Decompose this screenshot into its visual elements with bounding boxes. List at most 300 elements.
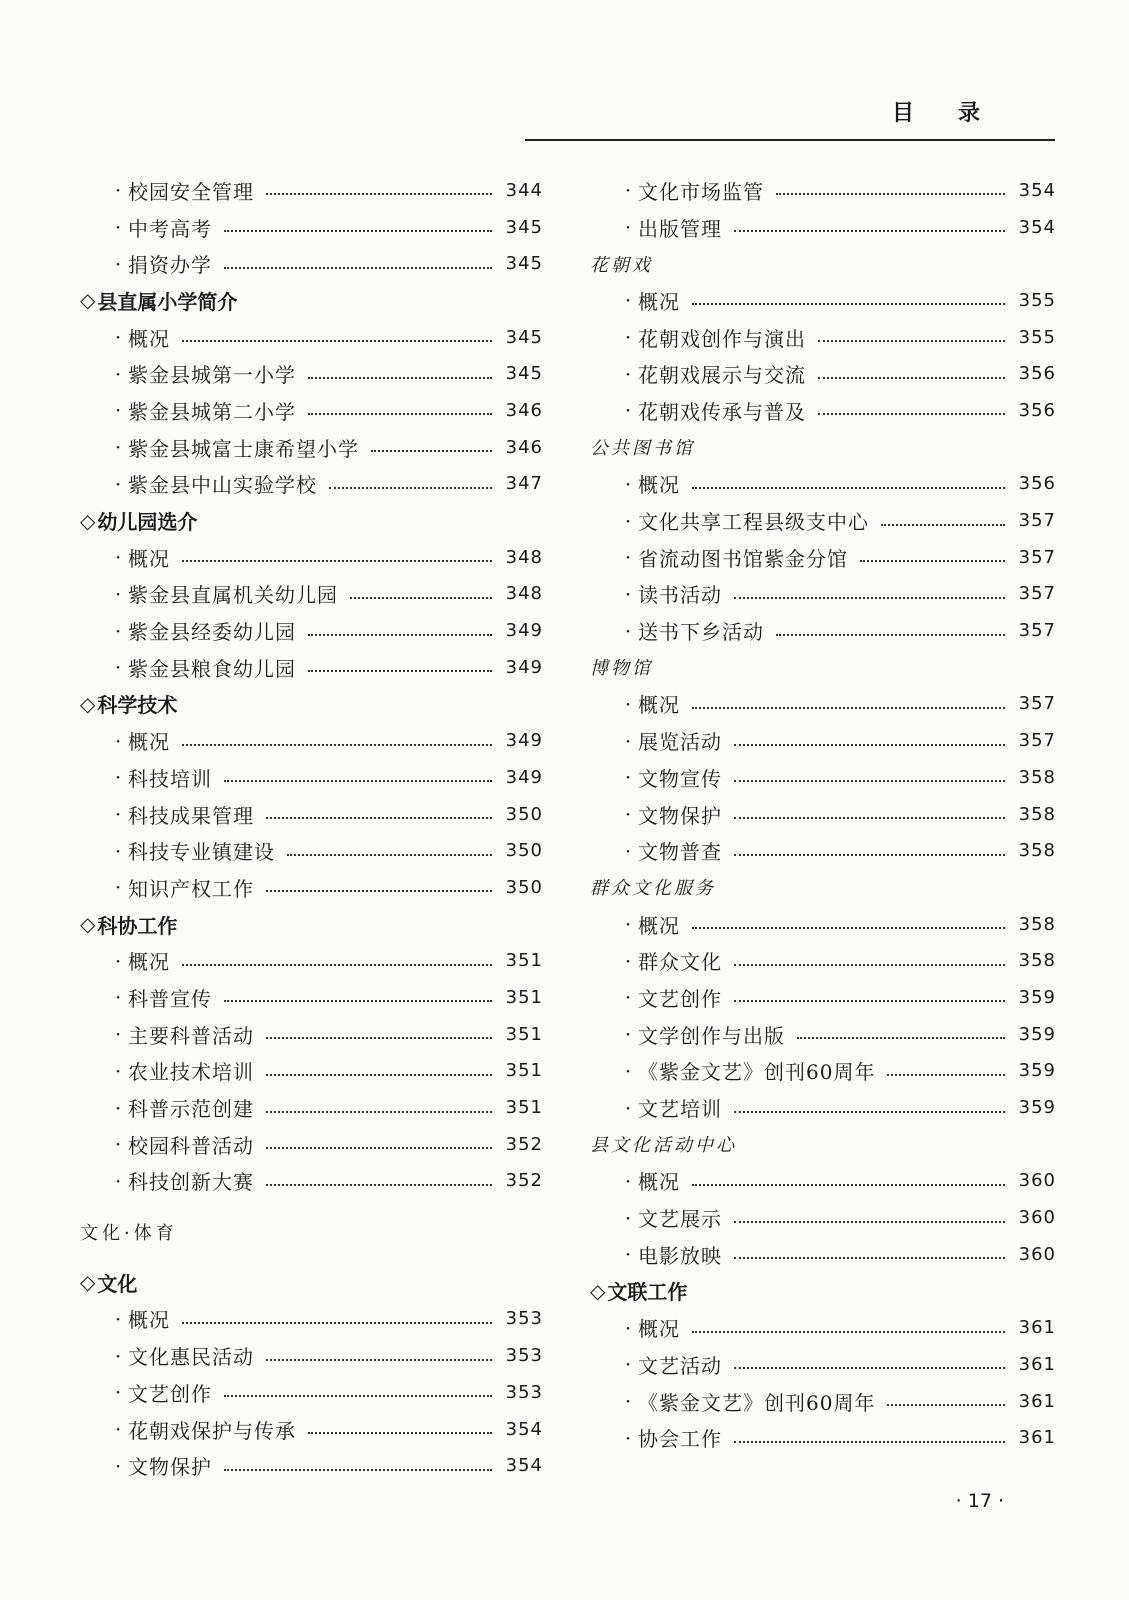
leader-dots — [692, 1184, 1005, 1186]
leader-dots — [266, 1184, 492, 1186]
leader-dots — [692, 487, 1005, 489]
bullet-icon: · — [624, 545, 632, 570]
toc-entry[interactable] — [80, 1337, 543, 1374]
toc-entry-label: 知识产权工作 — [128, 876, 254, 901]
bullet-icon: · — [114, 361, 122, 386]
toc-entry[interactable] — [590, 466, 1056, 503]
bullet-icon: · — [114, 618, 122, 643]
toc-entry-page: 351 — [505, 950, 543, 972]
leader-dots — [881, 524, 1005, 526]
leader-dots — [734, 854, 1005, 856]
toc-entry[interactable] — [80, 1411, 543, 1448]
leader-dots — [266, 890, 492, 892]
toc-entry[interactable] — [80, 979, 543, 1016]
toc-entry-label: 文物保护 — [638, 803, 722, 828]
bullet-icon: · — [114, 1417, 122, 1442]
bullet-icon: · — [624, 288, 632, 313]
toc-entry-label: 群众文化 — [638, 950, 722, 975]
toc-entry-label: 科普宣传 — [128, 986, 212, 1011]
bullet-icon: · — [624, 325, 632, 350]
toc-part-label: 文化·体育 — [80, 1222, 178, 1244]
leader-dots — [224, 230, 492, 232]
leader-dots — [692, 707, 1005, 709]
bullet-icon: · — [114, 1380, 122, 1405]
leader-dots — [350, 597, 492, 599]
toc-entry[interactable] — [590, 1346, 1056, 1383]
toc-entry-page: 349 — [505, 730, 543, 752]
toc-section-label: 县直属小学简介 — [97, 289, 238, 314]
leader-dots — [734, 1221, 1005, 1223]
leader-dots — [692, 1331, 1005, 1333]
leader-dots — [860, 560, 1005, 562]
toc-entry-label: 《紫金文艺》创刊60周年 — [638, 1390, 876, 1415]
bullet-icon: · — [624, 471, 632, 496]
bullet-icon: · — [624, 1242, 632, 1267]
leader-dots — [182, 1322, 492, 1324]
toc-entry-page: 358 — [1018, 913, 1056, 935]
bullet-icon: · — [624, 912, 632, 937]
toc-entry-page: 352 — [505, 1170, 543, 1192]
toc-subsection-heading — [590, 649, 1056, 686]
bullet-icon: · — [624, 1425, 632, 1450]
toc-entry-page: 352 — [505, 1133, 543, 1155]
leader-dots — [224, 1395, 492, 1397]
toc-entry-label: 科技创新大赛 — [128, 1170, 254, 1195]
toc-entry-page: 359 — [1018, 1060, 1056, 1082]
toc-entry[interactable] — [590, 832, 1056, 869]
toc-entry-label: 农业技术培训 — [128, 1060, 254, 1085]
leader-dots — [734, 597, 1005, 599]
bullet-icon: · — [114, 1306, 122, 1331]
toc-entry-page: 357 — [1018, 510, 1056, 532]
leader-dots — [887, 1404, 1004, 1406]
toc-subsection-label: 公共图书馆 — [590, 438, 695, 460]
leader-dots — [308, 634, 492, 636]
bullet-icon: · — [624, 361, 632, 386]
diamond-icon: ◇ — [80, 691, 96, 716]
toc-entry-page: 345 — [505, 363, 543, 385]
toc-entry-label: 送书下乡活动 — [638, 620, 764, 645]
toc-entry[interactable] — [80, 942, 543, 979]
toc-entry-page: 349 — [505, 620, 543, 642]
toc-entry-page: 349 — [505, 766, 543, 788]
toc-entry-page: 353 — [505, 1308, 543, 1330]
bullet-icon: · — [624, 581, 632, 606]
toc-entry-page: 358 — [1018, 766, 1056, 788]
toc-entry-page: 356 — [1018, 363, 1056, 385]
toc-entry[interactable] — [80, 612, 543, 649]
bullet-icon: · — [114, 655, 122, 680]
diamond-icon: ◇ — [80, 508, 96, 533]
toc-entry[interactable] — [590, 906, 1056, 943]
bullet-icon: · — [624, 838, 632, 863]
bullet-icon: · — [624, 1022, 632, 1047]
bullet-icon: · — [624, 691, 632, 716]
toc-entry-label: 协会工作 — [638, 1427, 722, 1452]
toc-entry[interactable] — [80, 319, 543, 356]
leader-dots — [266, 1111, 492, 1113]
toc-entry-page: 360 — [1018, 1170, 1056, 1192]
bullet-icon: · — [624, 728, 632, 753]
toc-entry[interactable] — [590, 686, 1056, 723]
bullet-icon: · — [114, 1168, 122, 1193]
toc-entry[interactable] — [590, 576, 1056, 613]
toc-entry-page: 361 — [1018, 1353, 1056, 1375]
bullet-icon: · — [624, 1058, 632, 1083]
bullet-icon: · — [114, 545, 122, 570]
leader-dots — [734, 230, 1005, 232]
toc-entry-label: 概况 — [128, 326, 170, 351]
toc-entry-page: 358 — [1018, 840, 1056, 862]
leader-dots — [734, 1367, 1005, 1369]
toc-entry[interactable] — [80, 759, 543, 796]
toc-entry-label: 文物保护 — [128, 1455, 212, 1480]
toc-entry-page: 354 — [505, 1418, 543, 1440]
toc-section-label: 科协工作 — [97, 913, 178, 938]
toc-entry-page: 354 — [505, 1455, 543, 1477]
leader-dots — [734, 964, 1005, 966]
toc-entry[interactable] — [590, 209, 1056, 246]
leader-dots — [266, 1147, 492, 1149]
toc-entry-page: 350 — [505, 803, 543, 825]
toc-entry-page: 351 — [505, 1060, 543, 1082]
toc-entry-page: 358 — [1018, 803, 1056, 825]
toc-entry-page: 351 — [505, 986, 543, 1008]
leader-dots — [287, 854, 492, 856]
toc-entry-label: 科技培训 — [128, 766, 212, 791]
leader-dots — [182, 340, 492, 342]
leader-dots — [734, 1111, 1005, 1113]
toc-entry-label: 概况 — [638, 289, 680, 314]
toc-section-heading — [590, 1273, 1056, 1310]
toc-entry[interactable] — [80, 172, 543, 209]
leader-dots — [308, 377, 492, 379]
page-number: · 17 · — [955, 1490, 1004, 1512]
toc-entry-label: 花朝戏传承与普及 — [638, 399, 806, 424]
toc-entry-page: 353 — [505, 1381, 543, 1403]
toc-entry-page: 355 — [1018, 326, 1056, 348]
bullet-icon: · — [624, 618, 632, 643]
toc-entry[interactable] — [590, 942, 1056, 979]
toc-entry-page: 350 — [505, 876, 543, 898]
toc-entry[interactable] — [590, 392, 1056, 429]
toc-subsection-label: 县文化活动中心 — [590, 1135, 737, 1157]
bullet-icon: · — [114, 325, 122, 350]
bullet-icon: · — [114, 985, 122, 1010]
toc-entry-page: 357 — [1018, 546, 1056, 568]
toc-entry-label: 文艺展示 — [638, 1207, 722, 1232]
toc-entry[interactable] — [590, 502, 1056, 539]
bullet-icon: · — [624, 1352, 632, 1377]
toc-entry[interactable] — [590, 282, 1056, 319]
toc-entry[interactable] — [590, 539, 1056, 576]
toc-section-label: 文联工作 — [607, 1280, 688, 1305]
leader-dots — [692, 927, 1005, 929]
toc-entry-page: 355 — [1018, 289, 1056, 311]
toc-subsection-label: 博物馆 — [590, 658, 653, 680]
toc-entry-page: 356 — [1018, 399, 1056, 421]
toc-entry[interactable] — [80, 796, 543, 833]
toc-entry-page: 354 — [1018, 216, 1056, 238]
toc-entry[interactable] — [590, 1236, 1056, 1273]
toc-entry[interactable] — [80, 209, 543, 246]
toc-entry[interactable] — [80, 245, 543, 282]
toc-entry-page: 360 — [1018, 1207, 1056, 1229]
toc-entry[interactable] — [590, 1419, 1056, 1456]
toc-entry-label: 出版管理 — [638, 216, 722, 241]
bullet-icon: · — [114, 802, 122, 827]
leader-dots — [887, 1074, 1004, 1076]
leader-dots — [818, 413, 1005, 415]
bullet-icon: · — [624, 802, 632, 827]
toc-right-column — [590, 172, 1056, 1456]
toc-entry[interactable] — [590, 1016, 1056, 1053]
toc-entry-label: 紫金县直属机关幼儿园 — [128, 583, 338, 608]
leader-dots — [734, 817, 1005, 819]
bullet-icon: · — [624, 1168, 632, 1193]
leader-dots — [224, 1000, 492, 1002]
toc-section-heading — [80, 1264, 543, 1301]
toc-entry[interactable] — [80, 1301, 543, 1338]
bullet-icon: · — [114, 838, 122, 863]
toc-entry[interactable] — [80, 722, 543, 759]
toc-entry[interactable] — [80, 429, 543, 466]
toc-entry-label: 省流动图书馆紫金分馆 — [638, 546, 848, 571]
toc-entry-page: 349 — [505, 656, 543, 678]
leader-dots — [734, 780, 1005, 782]
toc-entry-label: 科普示范创建 — [128, 1097, 254, 1122]
toc-entry-page: 361 — [1018, 1390, 1056, 1412]
bullet-icon: · — [114, 948, 122, 973]
leader-dots — [734, 1000, 1005, 1002]
toc-entry-page: 357 — [1018, 583, 1056, 605]
bullet-icon: · — [624, 1095, 632, 1120]
leader-dots — [776, 634, 1005, 636]
bullet-icon: · — [624, 985, 632, 1010]
toc-entry[interactable] — [80, 649, 543, 686]
toc-entry[interactable] — [80, 1447, 543, 1484]
bullet-icon: · — [114, 1132, 122, 1157]
leader-dots — [182, 560, 492, 562]
toc-entry-page: 357 — [1018, 730, 1056, 752]
bullet-icon: · — [624, 1205, 632, 1230]
toc-entry-label: 概况 — [128, 546, 170, 571]
toc-entry-page: 345 — [505, 253, 543, 275]
leader-dots — [308, 413, 492, 415]
toc-part-heading — [80, 1213, 543, 1250]
toc-entry-page: 356 — [1018, 473, 1056, 495]
toc-entry-label: 《紫金文艺》创刊60周年 — [638, 1060, 876, 1085]
bullet-icon: · — [624, 508, 632, 533]
toc-subsection-heading — [590, 1126, 1056, 1163]
toc-entry-page: 350 — [505, 840, 543, 862]
toc-entry-page: 359 — [1018, 1097, 1056, 1119]
leader-dots — [266, 1074, 492, 1076]
toc-entry-page: 348 — [505, 583, 543, 605]
toc-entry[interactable] — [80, 1374, 543, 1411]
toc-entry[interactable] — [590, 979, 1056, 1016]
leader-dots — [776, 193, 1005, 195]
diamond-icon: ◇ — [80, 288, 96, 313]
toc-entry-label: 概况 — [128, 1308, 170, 1333]
toc-entry[interactable] — [590, 1199, 1056, 1236]
leader-dots — [734, 1441, 1005, 1443]
toc-entry[interactable] — [80, 832, 543, 869]
toc-entry[interactable] — [590, 319, 1056, 356]
toc-entry-label: 科技专业镇建设 — [128, 840, 275, 865]
toc-left-column — [80, 172, 543, 1484]
toc-entry[interactable] — [80, 539, 543, 576]
page-header-title: 目录 — [891, 101, 1024, 126]
toc-entry-page: 354 — [1018, 179, 1056, 201]
toc-entry-page: 345 — [505, 326, 543, 348]
toc-subsection-heading — [590, 869, 1056, 906]
toc-entry-label: 概况 — [638, 913, 680, 938]
toc-entry[interactable] — [80, 392, 543, 429]
toc-section-label: 幼儿园选介 — [97, 510, 198, 535]
toc-entry[interactable] — [590, 355, 1056, 392]
toc-entry[interactable] — [590, 1089, 1056, 1126]
toc-entry[interactable] — [80, 1163, 543, 1200]
bullet-icon: · — [114, 1058, 122, 1083]
toc-entry-label: 文物宣传 — [638, 766, 722, 791]
leader-dots — [182, 744, 492, 746]
toc-entry-label: 紫金县粮食幼儿园 — [128, 656, 296, 681]
toc-section-heading — [80, 686, 543, 723]
toc-entry-page: 347 — [505, 473, 543, 495]
toc-entry-label: 文化共享工程县级支中心 — [638, 510, 869, 535]
toc-entry-label: 文学创作与出版 — [638, 1023, 785, 1048]
toc-entry[interactable] — [80, 466, 543, 503]
toc-entry[interactable] — [80, 355, 543, 392]
toc-entry-label: 文化市场监管 — [638, 179, 764, 204]
leader-dots — [818, 377, 1005, 379]
toc-entry-page: 359 — [1018, 1023, 1056, 1045]
toc-entry-label: 概况 — [638, 1170, 680, 1195]
toc-entry-label: 紫金县城第二小学 — [128, 399, 296, 424]
bullet-icon: · — [114, 1022, 122, 1047]
toc-entry[interactable] — [80, 1016, 543, 1053]
toc-section-heading — [80, 502, 543, 539]
toc-entry[interactable] — [80, 1126, 543, 1163]
toc-entry-label: 花朝戏创作与演出 — [638, 326, 806, 351]
toc-entry-label: 紫金县城第一小学 — [128, 363, 296, 388]
bullet-icon: · — [624, 178, 632, 203]
toc-entry-page: 357 — [1018, 693, 1056, 715]
leader-dots — [266, 1037, 492, 1039]
toc-section-label: 科学技术 — [97, 693, 178, 718]
leader-dots — [371, 450, 492, 452]
toc-entry-page: 360 — [1018, 1243, 1056, 1265]
toc-section-heading — [80, 282, 543, 319]
leader-dots — [308, 670, 492, 672]
toc-entry-page: 346 — [505, 436, 543, 458]
bullet-icon: · — [114, 1095, 122, 1120]
leader-dots — [224, 267, 492, 269]
toc-entry-label: 概况 — [638, 473, 680, 498]
toc-entry-label: 捐资办学 — [128, 253, 212, 278]
toc-entry[interactable] — [590, 796, 1056, 833]
bullet-icon: · — [114, 398, 122, 423]
toc-entry[interactable] — [590, 1309, 1056, 1346]
toc-entry-page: 361 — [1018, 1427, 1056, 1449]
bullet-icon: · — [624, 948, 632, 973]
leader-dots — [797, 1037, 1005, 1039]
toc-entry-page: 361 — [1018, 1317, 1056, 1339]
leader-dots — [734, 744, 1005, 746]
leader-dots — [266, 817, 492, 819]
toc-entry-page: 358 — [1018, 950, 1056, 972]
bullet-icon: · — [114, 1343, 122, 1368]
toc-subsection-label: 群众文化服务 — [590, 878, 716, 900]
toc-section-label: 文化 — [97, 1271, 138, 1296]
toc-entry-label: 概况 — [638, 693, 680, 718]
toc-entry-label: 文艺培训 — [638, 1097, 722, 1122]
toc-entry-label: 文化惠民活动 — [128, 1345, 254, 1370]
toc-entry-label: 展览活动 — [638, 730, 722, 755]
toc-entry-label: 紫金县城富士康希望小学 — [128, 436, 359, 461]
header-rule — [525, 139, 1055, 141]
leader-dots — [818, 340, 1005, 342]
toc-entry-page: 351 — [505, 1097, 543, 1119]
toc-entry-label: 文艺创作 — [128, 1381, 212, 1406]
leader-dots — [182, 964, 492, 966]
diamond-icon: ◇ — [590, 1278, 606, 1303]
diamond-icon: ◇ — [80, 912, 96, 937]
toc-entry[interactable] — [80, 869, 543, 906]
leader-dots — [266, 1359, 492, 1361]
toc-entry[interactable] — [590, 1163, 1056, 1200]
toc-entry-label: 概况 — [638, 1317, 680, 1342]
bullet-icon: · — [114, 728, 122, 753]
bullet-icon: · — [114, 251, 122, 276]
toc-entry[interactable] — [590, 172, 1056, 209]
bullet-icon: · — [114, 215, 122, 240]
toc-entry-label: 主要科普活动 — [128, 1023, 254, 1048]
toc-entry[interactable] — [80, 576, 543, 613]
toc-entry[interactable] — [590, 722, 1056, 759]
toc-entry-label: 概况 — [128, 730, 170, 755]
toc-entry[interactable] — [80, 1053, 543, 1090]
bullet-icon: · — [114, 178, 122, 203]
bullet-icon: · — [114, 435, 122, 460]
leader-dots — [308, 1432, 492, 1434]
toc-entry-page: 345 — [505, 216, 543, 238]
toc-entry-label: 科技成果管理 — [128, 803, 254, 828]
bullet-icon: · — [624, 1315, 632, 1340]
toc-entry-page: 359 — [1018, 986, 1056, 1008]
toc-section-heading — [80, 906, 543, 943]
bullet-icon: · — [114, 581, 122, 606]
toc-entry-label: 概况 — [128, 950, 170, 975]
bullet-icon: · — [114, 875, 122, 900]
bullet-icon: · — [114, 1453, 122, 1478]
toc-entry[interactable] — [590, 1053, 1056, 1090]
leader-dots — [734, 1257, 1005, 1259]
toc-entry-page: 344 — [505, 179, 543, 201]
bullet-icon: · — [624, 1389, 632, 1414]
toc-entry[interactable] — [590, 612, 1056, 649]
toc-entry-label: 电影放映 — [638, 1243, 722, 1268]
toc-entry[interactable] — [590, 759, 1056, 796]
toc-entry[interactable] — [590, 1383, 1056, 1420]
toc-entry[interactable] — [80, 1089, 543, 1126]
toc-entry-label: 花朝戏保护与传承 — [128, 1418, 296, 1443]
toc-entry-page: 351 — [505, 1023, 543, 1045]
toc-entry-label: 校园安全管理 — [128, 179, 254, 204]
toc-entry-label: 紫金县中山实验学校 — [128, 473, 317, 498]
toc-subsection-label: 花朝戏 — [590, 254, 653, 276]
